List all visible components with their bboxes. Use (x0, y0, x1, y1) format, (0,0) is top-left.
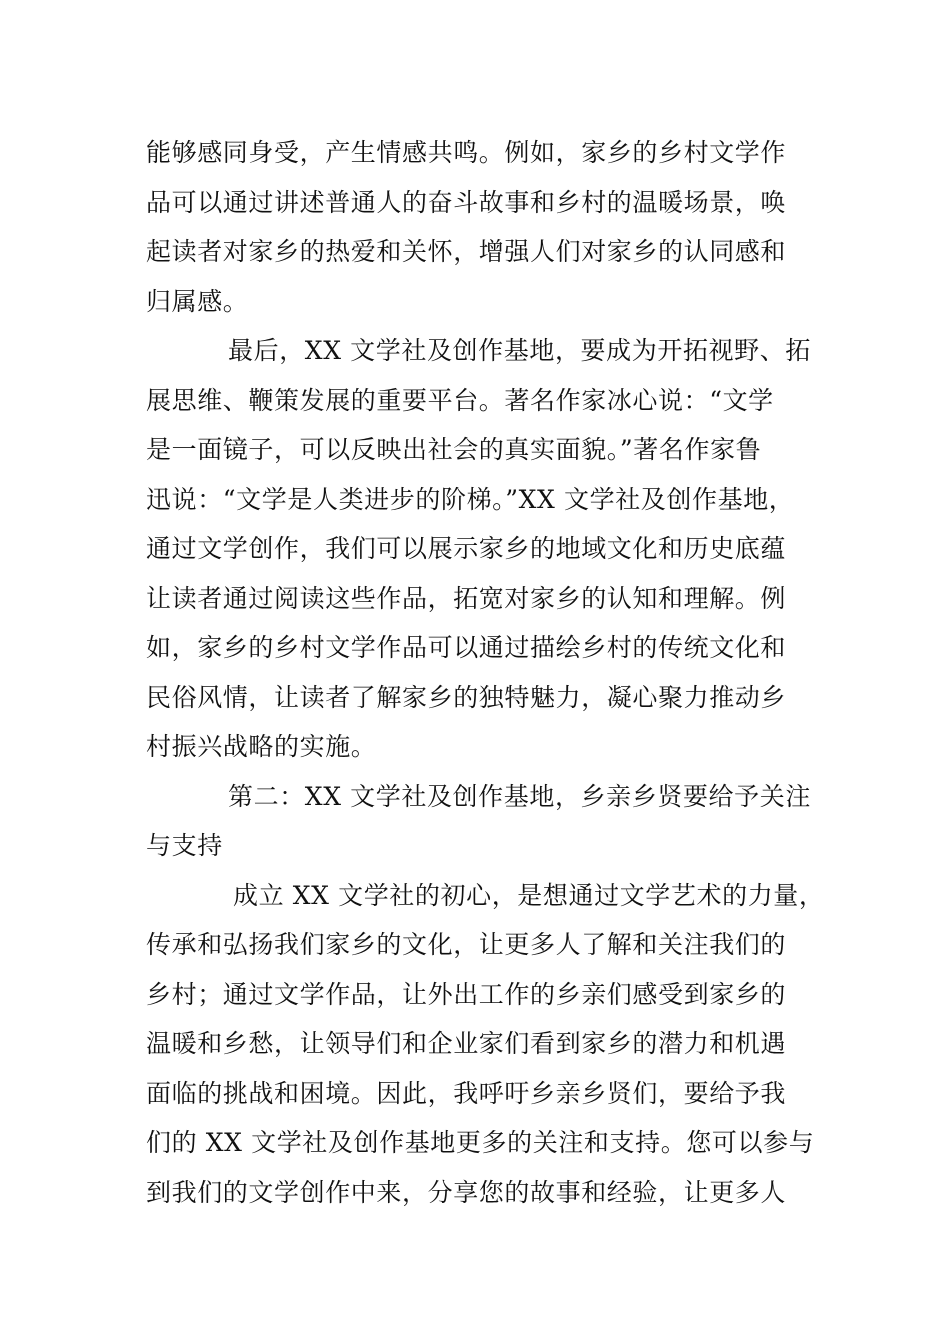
text-line: 传承和弘扬我们家乡的文化，让更多人了解和关注我们的 (146, 930, 787, 959)
text-line: 民俗风情，让读者了解家乡的独特魅力，凝心聚力推动乡 (146, 682, 787, 712)
text-line: 品可以通过讲述普通人的奋斗故事和乡村的温暖场景，唤 (146, 187, 787, 217)
text-line: 乡村；通过文学作品，让外出工作的乡亲们感受到家乡的 (146, 979, 787, 1009)
text-line: 展思维、鞭策发展的重要平台。著名作家冰心说：“文学 (146, 385, 774, 415)
body-text (146, 128, 826, 1217)
text-line: 能够感同身受，产生情感共鸣。例如，家乡的乡村文学作 (146, 138, 787, 167)
paragraph-start-line: 成立 XX 文学社的初心，是想通过文学艺术的力量， (233, 880, 825, 910)
text-line: 们的 XX 文学社及创作基地更多的关注和支持。您可以参与 (146, 1128, 815, 1157)
text-line: 是一面镜子，可以反映出社会的真实面貌。”著名作家鲁 (146, 435, 762, 464)
text-line: 面临的挑战和困境。因此，我呼吁乡亲乡贤们，要给予我 (146, 1078, 787, 1108)
text-line: 起读者对家乡的热爱和关怀，增强人们对家乡的认同感和 (146, 237, 787, 266)
text-line: 温暖和乡愁，让领导们和企业家们看到家乡的潜力和机遇 (146, 1029, 787, 1058)
text-line: 让读者通过阅读这些作品，拓宽对家乡的认知和理解。例 (146, 583, 787, 613)
text-line: 归属感。 (146, 286, 249, 316)
section-heading-line: 第二：XX 文学社及创作基地，乡亲乡贤要给予关注 (228, 781, 811, 811)
text-line: 通过文学创作，我们可以展示家乡的地域文化和历史底蕴 (146, 534, 787, 563)
text-line: 到我们的文学创作中来，分享您的故事和经验，让更多人 (146, 1177, 787, 1207)
paragraph-start-line: 最后，XX 文学社及创作基地，要成为开拓视野、拓 (228, 336, 811, 365)
section-heading-line: 与支持 (146, 831, 223, 860)
text-line: 村振兴战略的实施。 (146, 732, 377, 761)
text-line: 迅说：“文学是人类进步的阶梯。”XX 文学社及创作基地， (146, 484, 795, 514)
text-line: 如，家乡的乡村文学作品可以通过描绘乡村的传统文化和 (146, 633, 787, 662)
